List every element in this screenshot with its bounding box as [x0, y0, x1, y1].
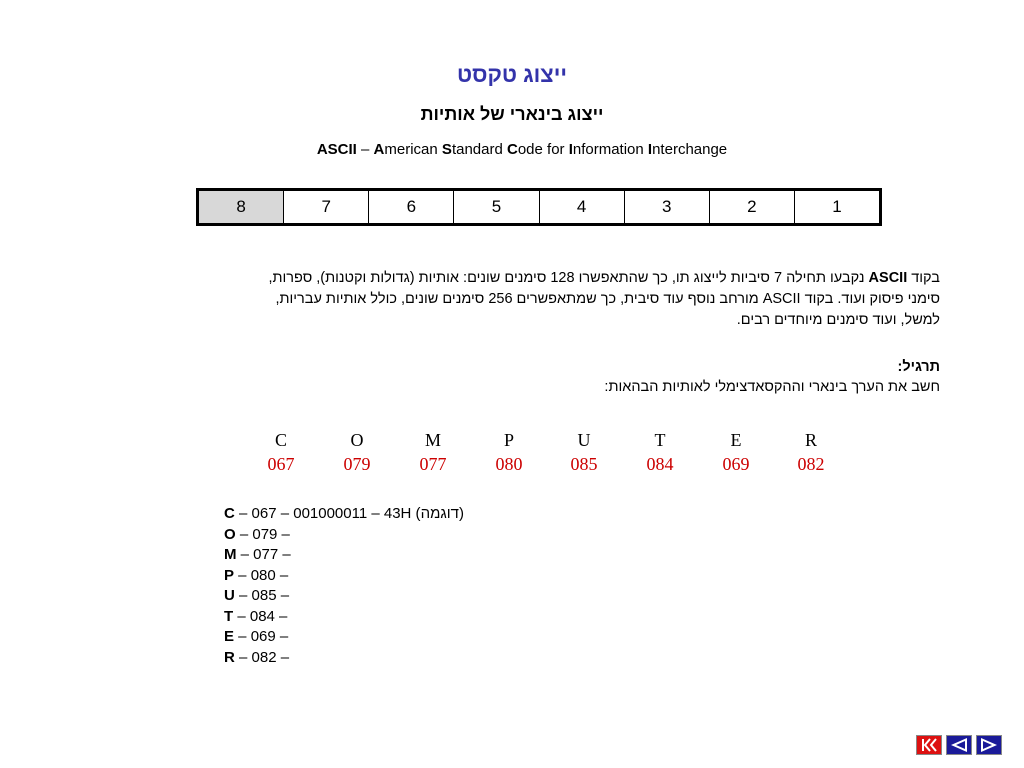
- ascii-word-cap: C: [506, 141, 518, 158]
- ascii-acronym: ASCII: [316, 141, 357, 158]
- conversion-text: – 085 –: [234, 587, 290, 604]
- conversion-row: [224, 627, 464, 648]
- letter-code: 067: [267, 454, 295, 474]
- ascii-definition: [0, 141, 1024, 158]
- conversion-letter: C: [224, 505, 235, 522]
- conversion-text: – 069 –: [234, 628, 289, 645]
- conversion-row: [224, 586, 464, 607]
- conversion-letter: E: [224, 628, 235, 645]
- conversion-letter: U: [224, 587, 235, 604]
- letter-column: [243, 430, 319, 475]
- bit-cell: 6: [369, 190, 454, 225]
- conversion-text: – 080 –: [234, 566, 289, 584]
- bit-cell: 7: [284, 190, 369, 225]
- letter-column: [622, 430, 698, 475]
- exercise-description: חשב את הערך בינארי וההקסאדצימלי לאותיות הבהאות:: [604, 379, 940, 395]
- letter-char: T: [654, 430, 666, 450]
- letter-column: [773, 430, 849, 475]
- first-slide-button[interactable]: [916, 735, 942, 755]
- first-slide-icon: [917, 736, 941, 754]
- conversion-row: [224, 525, 464, 546]
- letter-char: M: [424, 430, 441, 450]
- letter-column: [546, 430, 622, 475]
- letter-char: P: [503, 430, 514, 450]
- conversion-letter: R: [224, 648, 235, 666]
- ascii-word-rest: ode for: [517, 141, 565, 158]
- bit-cell: 5: [454, 190, 539, 225]
- letter-code: 080: [495, 454, 523, 474]
- ascii-word-rest: tandard: [451, 141, 503, 158]
- letter-code: 085: [570, 454, 598, 474]
- letter-column: [319, 430, 395, 475]
- next-slide-icon: [977, 736, 1001, 754]
- conversion-letter: T: [224, 607, 234, 625]
- page-subtitle: ייצוג בינארי של אותיות: [420, 104, 604, 124]
- letter-code: 082: [797, 454, 825, 474]
- bit-cell: 4: [539, 190, 624, 225]
- conversion-row: [224, 504, 464, 525]
- letter-char: R: [804, 430, 817, 450]
- letter-char: C: [274, 430, 287, 450]
- conversion-text: – 079 –: [235, 525, 290, 543]
- conversion-row: [224, 566, 464, 587]
- letter-column: [698, 430, 774, 475]
- letter-char: U: [577, 430, 591, 450]
- previous-slide-button[interactable]: [946, 735, 972, 755]
- exercise-title: תרגיל:: [897, 359, 940, 375]
- bit-cell: 8: [198, 190, 284, 225]
- ascii-explanation: [160, 268, 940, 331]
- conversion-text: – 067 – 001000011 – 43H (דוגמה): [234, 505, 464, 522]
- bit-cell: 1: [794, 190, 880, 225]
- ascii-dash: –: [356, 141, 374, 158]
- conversion-row: [224, 648, 464, 669]
- explanation-rest: נקבעו תחילה 7 סיביות לייצוג תו, כך שהתאפשרו 128 סימנים שונים: אותיות (גדולות וקטנות), ספרות,: [268, 270, 869, 286]
- conversion-list: [224, 504, 464, 668]
- conversion-letter: O: [224, 525, 236, 543]
- letter-code: 077: [419, 454, 447, 474]
- letter-code: 084: [646, 454, 674, 474]
- conversion-row: [224, 545, 464, 566]
- ascii-word-cap: A: [373, 141, 385, 158]
- previous-slide-icon: [947, 736, 971, 754]
- explanation-line-2: סימני פיסוק ועוד. בקוד ASCII מורחב נוסף עוד סיבית, כך שמתאפשרים 256 סימנים שונים, כולל אותיות עבריות,: [275, 291, 940, 307]
- explanation-prefix: בקוד: [907, 270, 940, 286]
- conversion-row: [224, 607, 464, 628]
- letter-code: 069: [722, 454, 750, 474]
- conversion-text: – 084 –: [233, 607, 288, 625]
- explanation-line-3: למשל, ועוד סימנים מיוחדים רבים.: [736, 312, 940, 328]
- letter-code: 079: [343, 454, 371, 474]
- bit-row: [198, 190, 881, 225]
- ascii-word-cap: I: [568, 141, 573, 158]
- conversion-letter: M: [224, 546, 237, 563]
- conversion-text: – 077 –: [236, 546, 291, 563]
- explanation-line-1: [160, 268, 940, 289]
- conversion-letter: P: [224, 566, 235, 584]
- page-title: ייצוג טקסט: [457, 62, 567, 87]
- ascii-word-rest: merican: [384, 141, 438, 158]
- letter-char: E: [730, 430, 742, 450]
- letter-column: [395, 430, 471, 475]
- conversion-text: – 082 –: [234, 648, 290, 666]
- letter-column: [471, 430, 547, 475]
- explanation-bold: ASCII: [868, 270, 908, 286]
- next-slide-button[interactable]: [976, 735, 1002, 755]
- ascii-word-rest: nterchange: [652, 141, 728, 158]
- ascii-word-cap: I: [647, 141, 653, 158]
- bit-cell: 3: [624, 190, 709, 225]
- bit-cell: 2: [709, 190, 794, 225]
- ascii-word-rest: nformation: [572, 141, 644, 158]
- ascii-word-cap: S: [441, 141, 452, 158]
- bit-position-table: [196, 188, 882, 226]
- letter-char: O: [350, 430, 364, 450]
